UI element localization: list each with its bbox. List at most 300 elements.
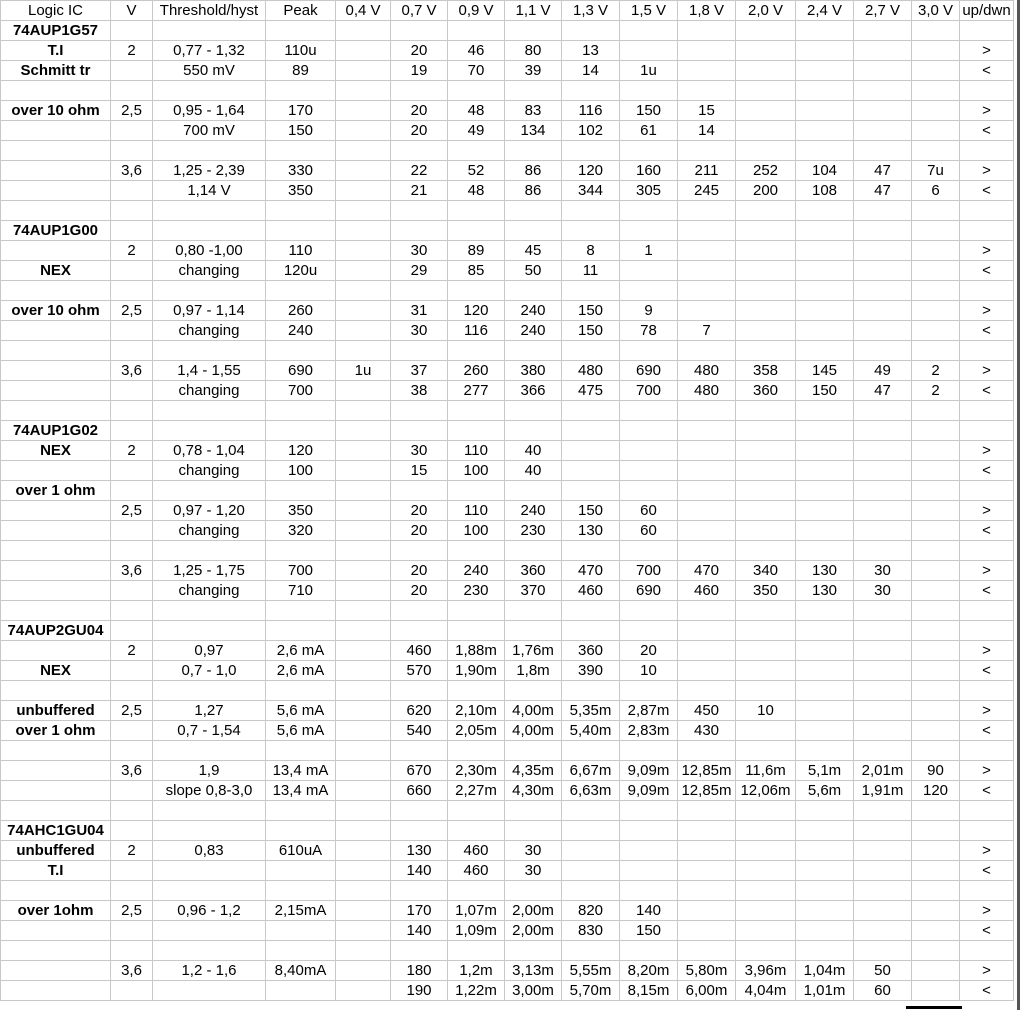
cell-col-6[interactable]: 110 bbox=[448, 441, 505, 461]
cell-col-3[interactable]: 150 bbox=[266, 121, 336, 141]
cell-col-1[interactable] bbox=[111, 621, 153, 641]
cell-col-6[interactable]: 85 bbox=[448, 261, 505, 281]
cell-col-4[interactable] bbox=[336, 461, 391, 481]
cell-col-10[interactable] bbox=[678, 241, 736, 261]
cell-col-10[interactable] bbox=[678, 941, 736, 961]
cell-col-5[interactable]: 660 bbox=[391, 781, 448, 801]
cell-col-6[interactable]: 2,27m bbox=[448, 781, 505, 801]
cell-col-6[interactable] bbox=[448, 801, 505, 821]
cell-col-9[interactable]: 60 bbox=[620, 501, 678, 521]
cell-col-11[interactable]: 252 bbox=[736, 161, 796, 181]
cell-col-1[interactable] bbox=[111, 821, 153, 841]
cell-col-6[interactable] bbox=[448, 421, 505, 441]
cell-col-11[interactable] bbox=[736, 501, 796, 521]
cell-col-8[interactable] bbox=[562, 341, 620, 361]
cell-col-2[interactable]: 1,4 - 1,55 bbox=[153, 361, 266, 381]
cell-col-5[interactable] bbox=[391, 281, 448, 301]
cell-col-5[interactable]: 31 bbox=[391, 301, 448, 321]
cell-col-3[interactable]: 120 bbox=[266, 441, 336, 461]
cell-col-14[interactable] bbox=[912, 261, 960, 281]
cell-col-2[interactable]: changing bbox=[153, 581, 266, 601]
cell-col-13[interactable] bbox=[854, 261, 912, 281]
cell-col-1[interactable]: 3,6 bbox=[111, 161, 153, 181]
cell-col-14[interactable]: 7u bbox=[912, 161, 960, 181]
cell-col-9[interactable]: 305 bbox=[620, 181, 678, 201]
cell-col-14[interactable] bbox=[912, 701, 960, 721]
cell-col-2[interactable] bbox=[153, 281, 266, 301]
cell-col-11[interactable] bbox=[736, 441, 796, 461]
cell-col-4[interactable] bbox=[336, 841, 391, 861]
cell-col-3[interactable]: 8,40mA bbox=[266, 961, 336, 981]
cell-col-5[interactable]: 20 bbox=[391, 521, 448, 541]
cell-col-10[interactable] bbox=[678, 661, 736, 681]
cell-col-0[interactable]: NEX bbox=[1, 261, 111, 281]
cell-col-13[interactable] bbox=[854, 641, 912, 661]
cell-col-2[interactable] bbox=[153, 21, 266, 41]
cell-col-7[interactable] bbox=[505, 221, 562, 241]
cell-col-6[interactable] bbox=[448, 621, 505, 641]
cell-col-10[interactable]: 211 bbox=[678, 161, 736, 181]
cell-col-10[interactable]: 12,85m bbox=[678, 761, 736, 781]
cell-col-15[interactable] bbox=[960, 681, 1014, 701]
cell-col-10[interactable] bbox=[678, 621, 736, 641]
cell-col-0[interactable] bbox=[1, 281, 111, 301]
cell-col-1[interactable] bbox=[111, 521, 153, 541]
cell-col-8[interactable]: 360 bbox=[562, 641, 620, 661]
cell-col-14[interactable]: 2 bbox=[912, 361, 960, 381]
cell-col-9[interactable] bbox=[620, 141, 678, 161]
cell-col-8[interactable]: 830 bbox=[562, 921, 620, 941]
cell-col-4[interactable] bbox=[336, 541, 391, 561]
cell-col-12[interactable] bbox=[796, 901, 854, 921]
cell-col-14[interactable]: 6 bbox=[912, 181, 960, 201]
cell-col-7[interactable] bbox=[505, 421, 562, 441]
cell-col-0[interactable]: Schmitt tr bbox=[1, 61, 111, 81]
cell-col-11[interactable]: 200 bbox=[736, 181, 796, 201]
cell-col-3[interactable]: 2,6 mA bbox=[266, 641, 336, 661]
cell-col-5[interactable] bbox=[391, 81, 448, 101]
cell-col-11[interactable]: 340 bbox=[736, 561, 796, 581]
cell-col-13[interactable] bbox=[854, 881, 912, 901]
cell-col-9[interactable]: 2,83m bbox=[620, 721, 678, 741]
cell-col-12[interactable] bbox=[796, 121, 854, 141]
cell-col-2[interactable]: changing bbox=[153, 521, 266, 541]
cell-col-9[interactable] bbox=[620, 201, 678, 221]
cell-col-6[interactable]: 460 bbox=[448, 861, 505, 881]
cell-col-1[interactable] bbox=[111, 81, 153, 101]
cell-col-11[interactable] bbox=[736, 681, 796, 701]
cell-col-13[interactable] bbox=[854, 121, 912, 141]
cell-col-3[interactable]: 89 bbox=[266, 61, 336, 81]
header-cell-col-0[interactable]: Logic IC bbox=[1, 1, 111, 21]
cell-col-12[interactable] bbox=[796, 101, 854, 121]
cell-col-0[interactable] bbox=[1, 381, 111, 401]
cell-col-11[interactable]: 11,6m bbox=[736, 761, 796, 781]
cell-col-3[interactable]: 700 bbox=[266, 561, 336, 581]
cell-col-5[interactable] bbox=[391, 541, 448, 561]
header-cell-col-4[interactable]: 0,4 V bbox=[336, 1, 391, 21]
cell-col-15[interactable]: < bbox=[960, 521, 1014, 541]
cell-col-8[interactable]: 460 bbox=[562, 581, 620, 601]
cell-col-10[interactable] bbox=[678, 801, 736, 821]
cell-col-4[interactable] bbox=[336, 801, 391, 821]
cell-col-7[interactable]: 2,00m bbox=[505, 921, 562, 941]
cell-col-14[interactable] bbox=[912, 321, 960, 341]
cell-col-12[interactable] bbox=[796, 481, 854, 501]
cell-col-14[interactable] bbox=[912, 41, 960, 61]
cell-col-0[interactable] bbox=[1, 561, 111, 581]
cell-col-4[interactable] bbox=[336, 321, 391, 341]
cell-col-11[interactable]: 4,04m bbox=[736, 981, 796, 1001]
cell-col-2[interactable]: 0,7 - 1,54 bbox=[153, 721, 266, 741]
cell-col-1[interactable] bbox=[111, 321, 153, 341]
cell-col-0[interactable] bbox=[1, 741, 111, 761]
cell-col-15[interactable]: < bbox=[960, 721, 1014, 741]
cell-col-12[interactable] bbox=[796, 521, 854, 541]
cell-col-3[interactable]: 13,4 mA bbox=[266, 781, 336, 801]
cell-col-14[interactable] bbox=[912, 801, 960, 821]
cell-col-9[interactable]: 61 bbox=[620, 121, 678, 141]
cell-col-4[interactable] bbox=[336, 81, 391, 101]
cell-col-9[interactable] bbox=[620, 481, 678, 501]
cell-col-5[interactable] bbox=[391, 421, 448, 441]
header-cell-col-2[interactable]: Threshold/hyst bbox=[153, 1, 266, 21]
cell-col-5[interactable] bbox=[391, 801, 448, 821]
cell-col-7[interactable]: 4,35m bbox=[505, 761, 562, 781]
cell-col-6[interactable]: 1,07m bbox=[448, 901, 505, 921]
cell-col-6[interactable]: 52 bbox=[448, 161, 505, 181]
cell-col-8[interactable]: 470 bbox=[562, 561, 620, 581]
cell-col-7[interactable] bbox=[505, 741, 562, 761]
cell-col-1[interactable]: 2,5 bbox=[111, 101, 153, 121]
cell-col-4[interactable] bbox=[336, 721, 391, 741]
cell-col-3[interactable] bbox=[266, 921, 336, 941]
cell-col-7[interactable]: 360 bbox=[505, 561, 562, 581]
cell-col-11[interactable] bbox=[736, 601, 796, 621]
cell-col-13[interactable] bbox=[854, 421, 912, 441]
cell-col-11[interactable] bbox=[736, 61, 796, 81]
cell-col-6[interactable] bbox=[448, 681, 505, 701]
cell-col-15[interactable] bbox=[960, 821, 1014, 841]
cell-col-3[interactable] bbox=[266, 741, 336, 761]
header-cell-col-15[interactable]: up/dwn bbox=[960, 1, 1014, 21]
cell-col-9[interactable] bbox=[620, 21, 678, 41]
cell-col-9[interactable]: 78 bbox=[620, 321, 678, 341]
cell-col-9[interactable]: 140 bbox=[620, 901, 678, 921]
cell-col-10[interactable]: 7 bbox=[678, 321, 736, 341]
cell-col-1[interactable] bbox=[111, 681, 153, 701]
cell-col-2[interactable] bbox=[153, 821, 266, 841]
cell-col-13[interactable] bbox=[854, 81, 912, 101]
cell-col-13[interactable] bbox=[854, 681, 912, 701]
cell-col-11[interactable]: 12,06m bbox=[736, 781, 796, 801]
cell-col-13[interactable]: 30 bbox=[854, 561, 912, 581]
cell-col-2[interactable]: changing bbox=[153, 461, 266, 481]
cell-col-4[interactable] bbox=[336, 941, 391, 961]
cell-col-8[interactable] bbox=[562, 461, 620, 481]
cell-col-12[interactable]: 130 bbox=[796, 561, 854, 581]
cell-col-12[interactable] bbox=[796, 941, 854, 961]
cell-col-9[interactable]: 8,20m bbox=[620, 961, 678, 981]
cell-col-5[interactable]: 140 bbox=[391, 861, 448, 881]
cell-col-13[interactable]: 60 bbox=[854, 981, 912, 1001]
cell-col-15[interactable]: < bbox=[960, 861, 1014, 881]
cell-col-14[interactable]: 90 bbox=[912, 761, 960, 781]
cell-col-14[interactable]: 120 bbox=[912, 781, 960, 801]
cell-col-1[interactable] bbox=[111, 781, 153, 801]
cell-col-2[interactable]: 0,97 - 1,20 bbox=[153, 501, 266, 521]
cell-col-4[interactable] bbox=[336, 201, 391, 221]
cell-col-2[interactable] bbox=[153, 341, 266, 361]
cell-col-4[interactable] bbox=[336, 641, 391, 661]
cell-col-10[interactable] bbox=[678, 421, 736, 441]
cell-col-5[interactable]: 20 bbox=[391, 581, 448, 601]
cell-col-1[interactable] bbox=[111, 541, 153, 561]
cell-col-10[interactable] bbox=[678, 821, 736, 841]
cell-col-6[interactable]: 100 bbox=[448, 521, 505, 541]
cell-col-4[interactable] bbox=[336, 281, 391, 301]
cell-col-11[interactable] bbox=[736, 301, 796, 321]
cell-col-14[interactable] bbox=[912, 641, 960, 661]
cell-col-5[interactable]: 38 bbox=[391, 381, 448, 401]
cell-col-15[interactable] bbox=[960, 421, 1014, 441]
cell-col-11[interactable] bbox=[736, 281, 796, 301]
cell-col-11[interactable] bbox=[736, 241, 796, 261]
cell-col-14[interactable] bbox=[912, 61, 960, 81]
cell-col-11[interactable] bbox=[736, 861, 796, 881]
cell-col-4[interactable] bbox=[336, 421, 391, 441]
cell-col-12[interactable] bbox=[796, 141, 854, 161]
cell-col-14[interactable] bbox=[912, 21, 960, 41]
cell-col-5[interactable]: 130 bbox=[391, 841, 448, 861]
cell-col-14[interactable] bbox=[912, 301, 960, 321]
cell-col-11[interactable] bbox=[736, 541, 796, 561]
cell-col-15[interactable] bbox=[960, 201, 1014, 221]
cell-col-15[interactable]: < bbox=[960, 321, 1014, 341]
cell-col-14[interactable] bbox=[912, 281, 960, 301]
cell-col-1[interactable] bbox=[111, 921, 153, 941]
cell-col-2[interactable] bbox=[153, 421, 266, 441]
cell-col-12[interactable] bbox=[796, 681, 854, 701]
cell-col-9[interactable] bbox=[620, 621, 678, 641]
cell-col-6[interactable]: 2,30m bbox=[448, 761, 505, 781]
cell-col-11[interactable]: 10 bbox=[736, 701, 796, 721]
cell-col-13[interactable]: 47 bbox=[854, 161, 912, 181]
cell-col-10[interactable] bbox=[678, 201, 736, 221]
cell-col-13[interactable] bbox=[854, 401, 912, 421]
cell-col-5[interactable]: 20 bbox=[391, 561, 448, 581]
cell-col-14[interactable] bbox=[912, 421, 960, 441]
cell-col-9[interactable]: 60 bbox=[620, 521, 678, 541]
cell-col-4[interactable] bbox=[336, 881, 391, 901]
cell-col-9[interactable]: 160 bbox=[620, 161, 678, 181]
cell-col-15[interactable]: > bbox=[960, 301, 1014, 321]
cell-col-12[interactable]: 150 bbox=[796, 381, 854, 401]
cell-col-6[interactable] bbox=[448, 281, 505, 301]
cell-col-7[interactable]: 50 bbox=[505, 261, 562, 281]
cell-col-0[interactable] bbox=[1, 121, 111, 141]
cell-col-6[interactable]: 116 bbox=[448, 321, 505, 341]
cell-col-7[interactable]: 86 bbox=[505, 161, 562, 181]
cell-col-0[interactable] bbox=[1, 921, 111, 941]
cell-col-7[interactable]: 80 bbox=[505, 41, 562, 61]
cell-col-15[interactable] bbox=[960, 481, 1014, 501]
cell-col-2[interactable] bbox=[153, 681, 266, 701]
cell-col-2[interactable]: 0,80 -1,00 bbox=[153, 241, 266, 261]
cell-col-9[interactable] bbox=[620, 881, 678, 901]
cell-col-7[interactable]: 39 bbox=[505, 61, 562, 81]
cell-col-14[interactable] bbox=[912, 901, 960, 921]
cell-col-4[interactable] bbox=[336, 481, 391, 501]
cell-col-8[interactable] bbox=[562, 81, 620, 101]
cell-col-3[interactable] bbox=[266, 861, 336, 881]
cell-col-13[interactable]: 50 bbox=[854, 961, 912, 981]
cell-col-12[interactable] bbox=[796, 281, 854, 301]
cell-col-12[interactable] bbox=[796, 461, 854, 481]
cell-col-11[interactable] bbox=[736, 201, 796, 221]
cell-col-1[interactable]: 2 bbox=[111, 641, 153, 661]
cell-col-14[interactable] bbox=[912, 221, 960, 241]
cell-col-3[interactable] bbox=[266, 341, 336, 361]
cell-col-7[interactable]: 3,13m bbox=[505, 961, 562, 981]
cell-col-3[interactable]: 330 bbox=[266, 161, 336, 181]
cell-col-4[interactable] bbox=[336, 161, 391, 181]
cell-col-5[interactable] bbox=[391, 821, 448, 841]
cell-col-10[interactable] bbox=[678, 81, 736, 101]
cell-col-9[interactable]: 1u bbox=[620, 61, 678, 81]
cell-col-10[interactable]: 470 bbox=[678, 561, 736, 581]
cell-col-2[interactable]: 550 mV bbox=[153, 61, 266, 81]
cell-col-7[interactable]: 134 bbox=[505, 121, 562, 141]
cell-col-6[interactable]: 2,10m bbox=[448, 701, 505, 721]
cell-col-14[interactable] bbox=[912, 441, 960, 461]
cell-col-3[interactable] bbox=[266, 21, 336, 41]
cell-col-6[interactable]: 1,09m bbox=[448, 921, 505, 941]
cell-col-2[interactable]: 0,96 - 1,2 bbox=[153, 901, 266, 921]
cell-col-10[interactable] bbox=[678, 881, 736, 901]
cell-col-10[interactable] bbox=[678, 341, 736, 361]
cell-col-7[interactable] bbox=[505, 801, 562, 821]
header-cell-col-3[interactable]: Peak bbox=[266, 1, 336, 21]
cell-col-6[interactable] bbox=[448, 941, 505, 961]
cell-col-9[interactable]: 2,87m bbox=[620, 701, 678, 721]
cell-col-9[interactable]: 700 bbox=[620, 381, 678, 401]
cell-col-6[interactable]: 1,88m bbox=[448, 641, 505, 661]
cell-col-0[interactable]: unbuffered bbox=[1, 701, 111, 721]
cell-col-8[interactable] bbox=[562, 141, 620, 161]
cell-col-11[interactable] bbox=[736, 721, 796, 741]
cell-col-10[interactable]: 480 bbox=[678, 381, 736, 401]
cell-col-6[interactable]: 70 bbox=[448, 61, 505, 81]
cell-col-0[interactable]: over 10 ohm bbox=[1, 301, 111, 321]
cell-col-13[interactable]: 49 bbox=[854, 361, 912, 381]
cell-col-11[interactable]: 358 bbox=[736, 361, 796, 381]
cell-col-1[interactable] bbox=[111, 21, 153, 41]
cell-col-15[interactable] bbox=[960, 941, 1014, 961]
cell-col-2[interactable]: 0,7 - 1,0 bbox=[153, 661, 266, 681]
cell-col-15[interactable] bbox=[960, 881, 1014, 901]
cell-col-10[interactable]: 450 bbox=[678, 701, 736, 721]
cell-col-1[interactable]: 2 bbox=[111, 241, 153, 261]
cell-col-9[interactable] bbox=[620, 541, 678, 561]
cell-col-9[interactable] bbox=[620, 81, 678, 101]
cell-col-5[interactable] bbox=[391, 201, 448, 221]
cell-col-9[interactable] bbox=[620, 861, 678, 881]
cell-col-5[interactable] bbox=[391, 341, 448, 361]
cell-col-10[interactable] bbox=[678, 861, 736, 881]
cell-col-8[interactable]: 480 bbox=[562, 361, 620, 381]
cell-col-9[interactable] bbox=[620, 281, 678, 301]
cell-col-5[interactable] bbox=[391, 621, 448, 641]
cell-col-10[interactable]: 245 bbox=[678, 181, 736, 201]
cell-col-5[interactable]: 170 bbox=[391, 901, 448, 921]
cell-col-13[interactable] bbox=[854, 501, 912, 521]
cell-col-13[interactable] bbox=[854, 701, 912, 721]
cell-col-6[interactable] bbox=[448, 401, 505, 421]
cell-col-8[interactable] bbox=[562, 741, 620, 761]
cell-col-5[interactable]: 620 bbox=[391, 701, 448, 721]
cell-col-12[interactable]: 5,1m bbox=[796, 761, 854, 781]
cell-col-12[interactable]: 104 bbox=[796, 161, 854, 181]
cell-col-11[interactable] bbox=[736, 821, 796, 841]
cell-col-6[interactable] bbox=[448, 541, 505, 561]
cell-col-5[interactable] bbox=[391, 21, 448, 41]
cell-col-9[interactable]: 1 bbox=[620, 241, 678, 261]
cell-col-7[interactable]: 2,00m bbox=[505, 901, 562, 921]
cell-col-6[interactable]: 230 bbox=[448, 581, 505, 601]
cell-col-1[interactable] bbox=[111, 741, 153, 761]
cell-col-8[interactable] bbox=[562, 861, 620, 881]
cell-col-10[interactable]: 5,80m bbox=[678, 961, 736, 981]
cell-col-9[interactable]: 10 bbox=[620, 661, 678, 681]
cell-col-12[interactable] bbox=[796, 261, 854, 281]
cell-col-10[interactable]: 14 bbox=[678, 121, 736, 141]
cell-col-13[interactable] bbox=[854, 941, 912, 961]
cell-col-15[interactable] bbox=[960, 801, 1014, 821]
cell-col-10[interactable] bbox=[678, 141, 736, 161]
cell-col-0[interactable]: over 1ohm bbox=[1, 901, 111, 921]
cell-col-2[interactable]: 1,27 bbox=[153, 701, 266, 721]
cell-col-6[interactable] bbox=[448, 141, 505, 161]
cell-col-13[interactable] bbox=[854, 741, 912, 761]
cell-col-0[interactable]: 74AUP1G02 bbox=[1, 421, 111, 441]
cell-col-5[interactable]: 30 bbox=[391, 241, 448, 261]
cell-col-13[interactable] bbox=[854, 21, 912, 41]
cell-col-9[interactable] bbox=[620, 681, 678, 701]
cell-col-0[interactable] bbox=[1, 401, 111, 421]
cell-col-5[interactable]: 22 bbox=[391, 161, 448, 181]
cell-col-15[interactable]: < bbox=[960, 181, 1014, 201]
cell-col-9[interactable] bbox=[620, 401, 678, 421]
cell-col-1[interactable]: 2 bbox=[111, 41, 153, 61]
cell-col-6[interactable]: 120 bbox=[448, 301, 505, 321]
cell-col-4[interactable] bbox=[336, 221, 391, 241]
cell-col-14[interactable] bbox=[912, 861, 960, 881]
cell-col-12[interactable] bbox=[796, 921, 854, 941]
cell-col-0[interactable] bbox=[1, 981, 111, 1001]
cell-col-12[interactable]: 1,01m bbox=[796, 981, 854, 1001]
cell-col-14[interactable] bbox=[912, 941, 960, 961]
cell-col-4[interactable] bbox=[336, 741, 391, 761]
cell-col-8[interactable] bbox=[562, 201, 620, 221]
cell-col-13[interactable] bbox=[854, 521, 912, 541]
cell-col-3[interactable] bbox=[266, 601, 336, 621]
cell-col-7[interactable] bbox=[505, 881, 562, 901]
cell-col-8[interactable]: 5,35m bbox=[562, 701, 620, 721]
cell-col-10[interactable] bbox=[678, 61, 736, 81]
cell-col-3[interactable]: 240 bbox=[266, 321, 336, 341]
cell-col-7[interactable]: 240 bbox=[505, 321, 562, 341]
